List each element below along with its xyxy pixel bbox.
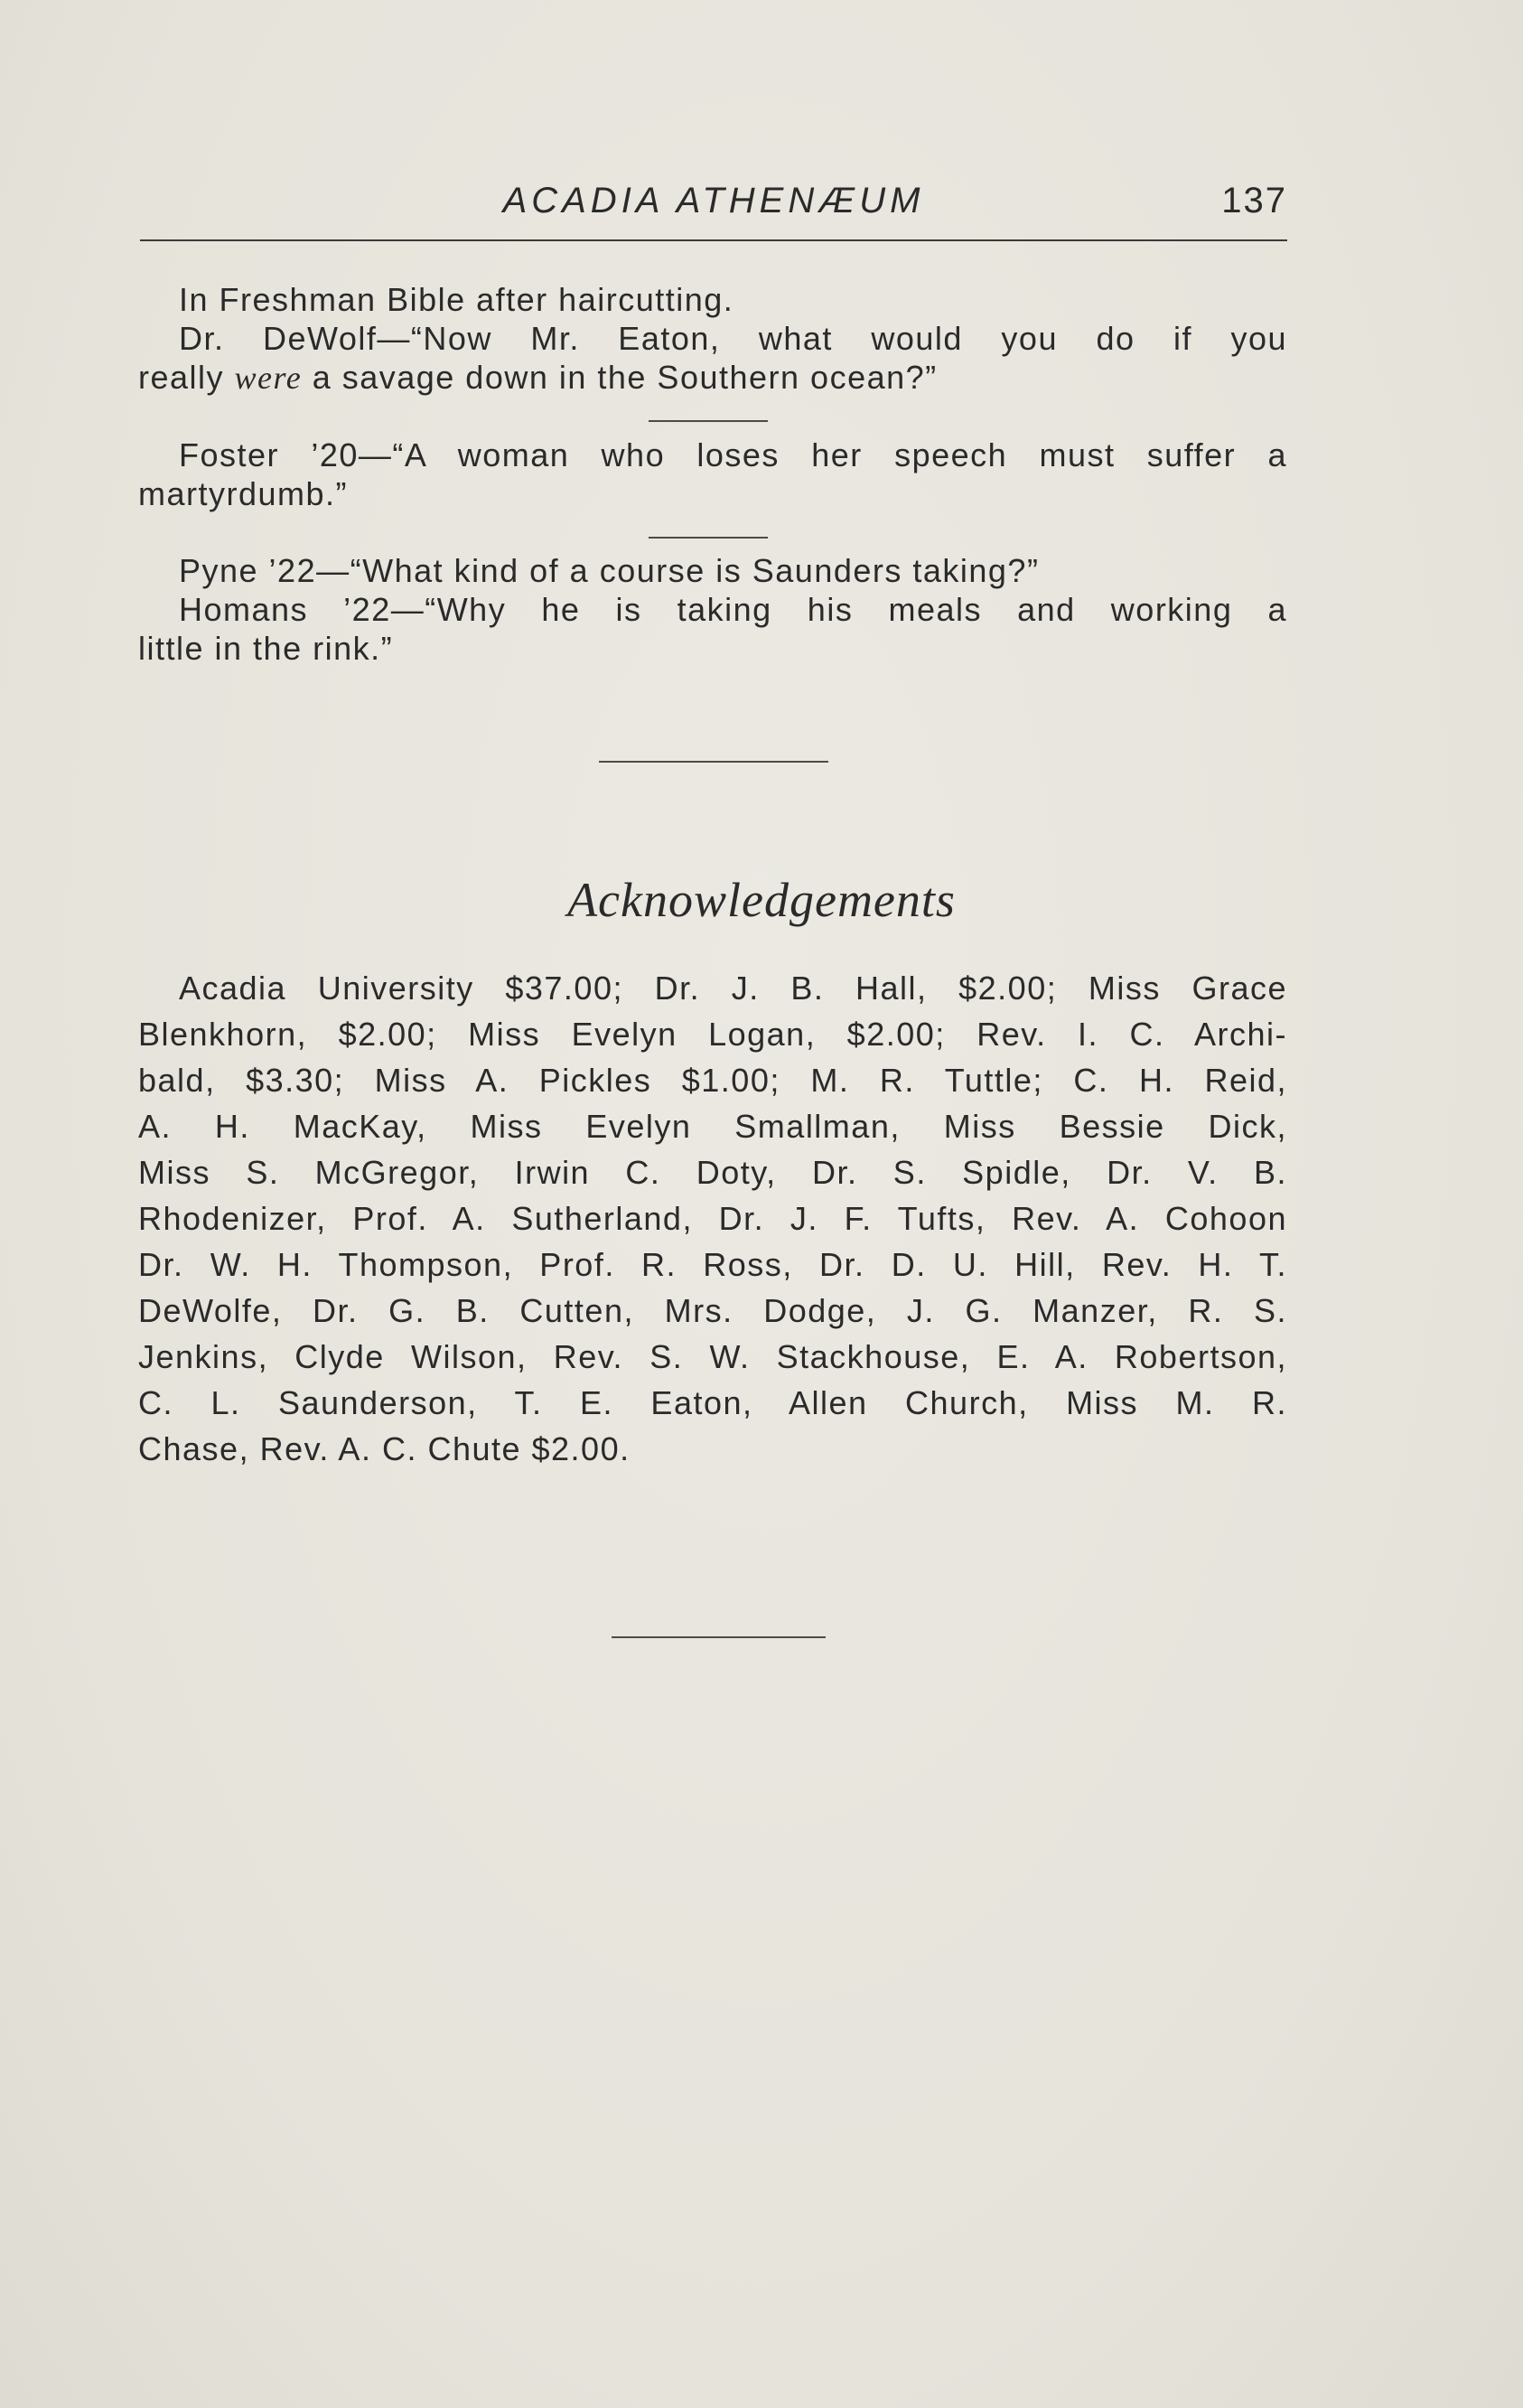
section-divider-rule [599, 761, 828, 763]
ack-line: Chase, Rev. A. C. Chute $2.00. [138, 1430, 631, 1467]
header-rule [140, 239, 1287, 241]
joke-1-line-3-end: a savage down in the Southern ocean?” [302, 359, 938, 396]
ack-line: Miss S. McGregor, Irwin C. Doty, Dr. S. Spidle, Dr. V. B. [138, 1154, 1287, 1191]
journal-title: ACADIA ATHENÆUM [502, 181, 925, 220]
joke-1-line-1: In Freshman Bible after haircutting. [179, 281, 734, 318]
joke-3-line-2: Homans ’22—“Why he is taking his meals and working a [179, 591, 1287, 628]
ack-line: A. H. MacKay, Miss Evelyn Smallman, Miss Bessie Dick, [138, 1108, 1287, 1145]
joke-1-line-2: Dr. DeWolf—“Now Mr. Eaton, what would you do if you [179, 320, 1287, 357]
ack-line: C. L. Saunderson, T. E. Eaton, Allen Church, Miss M. R. [138, 1384, 1287, 1421]
page-header [140, 181, 1287, 239]
acknowledgements-heading: Acknowledgements [567, 873, 956, 927]
ack-line: Blenkhorn, $2.00; Miss Evelyn Logan, $2.00; Rev. I. C. Archi- [138, 1016, 1287, 1053]
separator-rule-2 [649, 537, 768, 539]
acknowledgements-paragraph [138, 965, 1287, 1472]
ack-line: Dr. W. H. Thompson, Prof. R. Ross, Dr. D. U. Hill, Rev. H. T. [138, 1246, 1287, 1283]
joke-1-line-3 [138, 358, 1287, 398]
ack-line: bald, $3.30; Miss A. Pickles $1.00; M. R. Tuttle; C. H. Reid, [138, 1062, 1287, 1099]
joke-3-line-1: Pyne ’22—“What kind of a course is Saunders taking?” [179, 552, 1040, 589]
separator-rule-1 [649, 420, 768, 422]
joke-1-emphasis: were [234, 360, 303, 396]
ack-line: Jenkins, Clyde Wilson, Rev. S. W. Stackhouse, E. A. Robertson, [138, 1338, 1287, 1375]
joke-1-line-3-start: really [138, 359, 235, 396]
ack-line: Rhodenizer, Prof. A. Sutherland, Dr. J. F. Tufts, Rev. A. Cohoon [138, 1200, 1287, 1237]
ack-line: DeWolfe, Dr. G. B. Cutten, Mrs. Dodge, J. G. Manzer, R. S. [138, 1292, 1287, 1329]
page-number: 137 [1221, 181, 1287, 220]
joke-2-line-2: martyrdumb.” [138, 475, 349, 512]
joke-2-line-1: Foster ’20—“A woman who loses her speech must suffer a [179, 436, 1287, 473]
joke-block-3 [138, 551, 1287, 668]
joke-3-line-3: little in the rink.” [138, 630, 394, 667]
joke-block-2 [138, 436, 1287, 513]
joke-block-1 [138, 280, 1287, 398]
closing-rule [612, 1636, 826, 1638]
ack-line: Acadia University $37.00; Dr. J. B. Hall, $2.00; Miss Grace [179, 970, 1287, 1007]
